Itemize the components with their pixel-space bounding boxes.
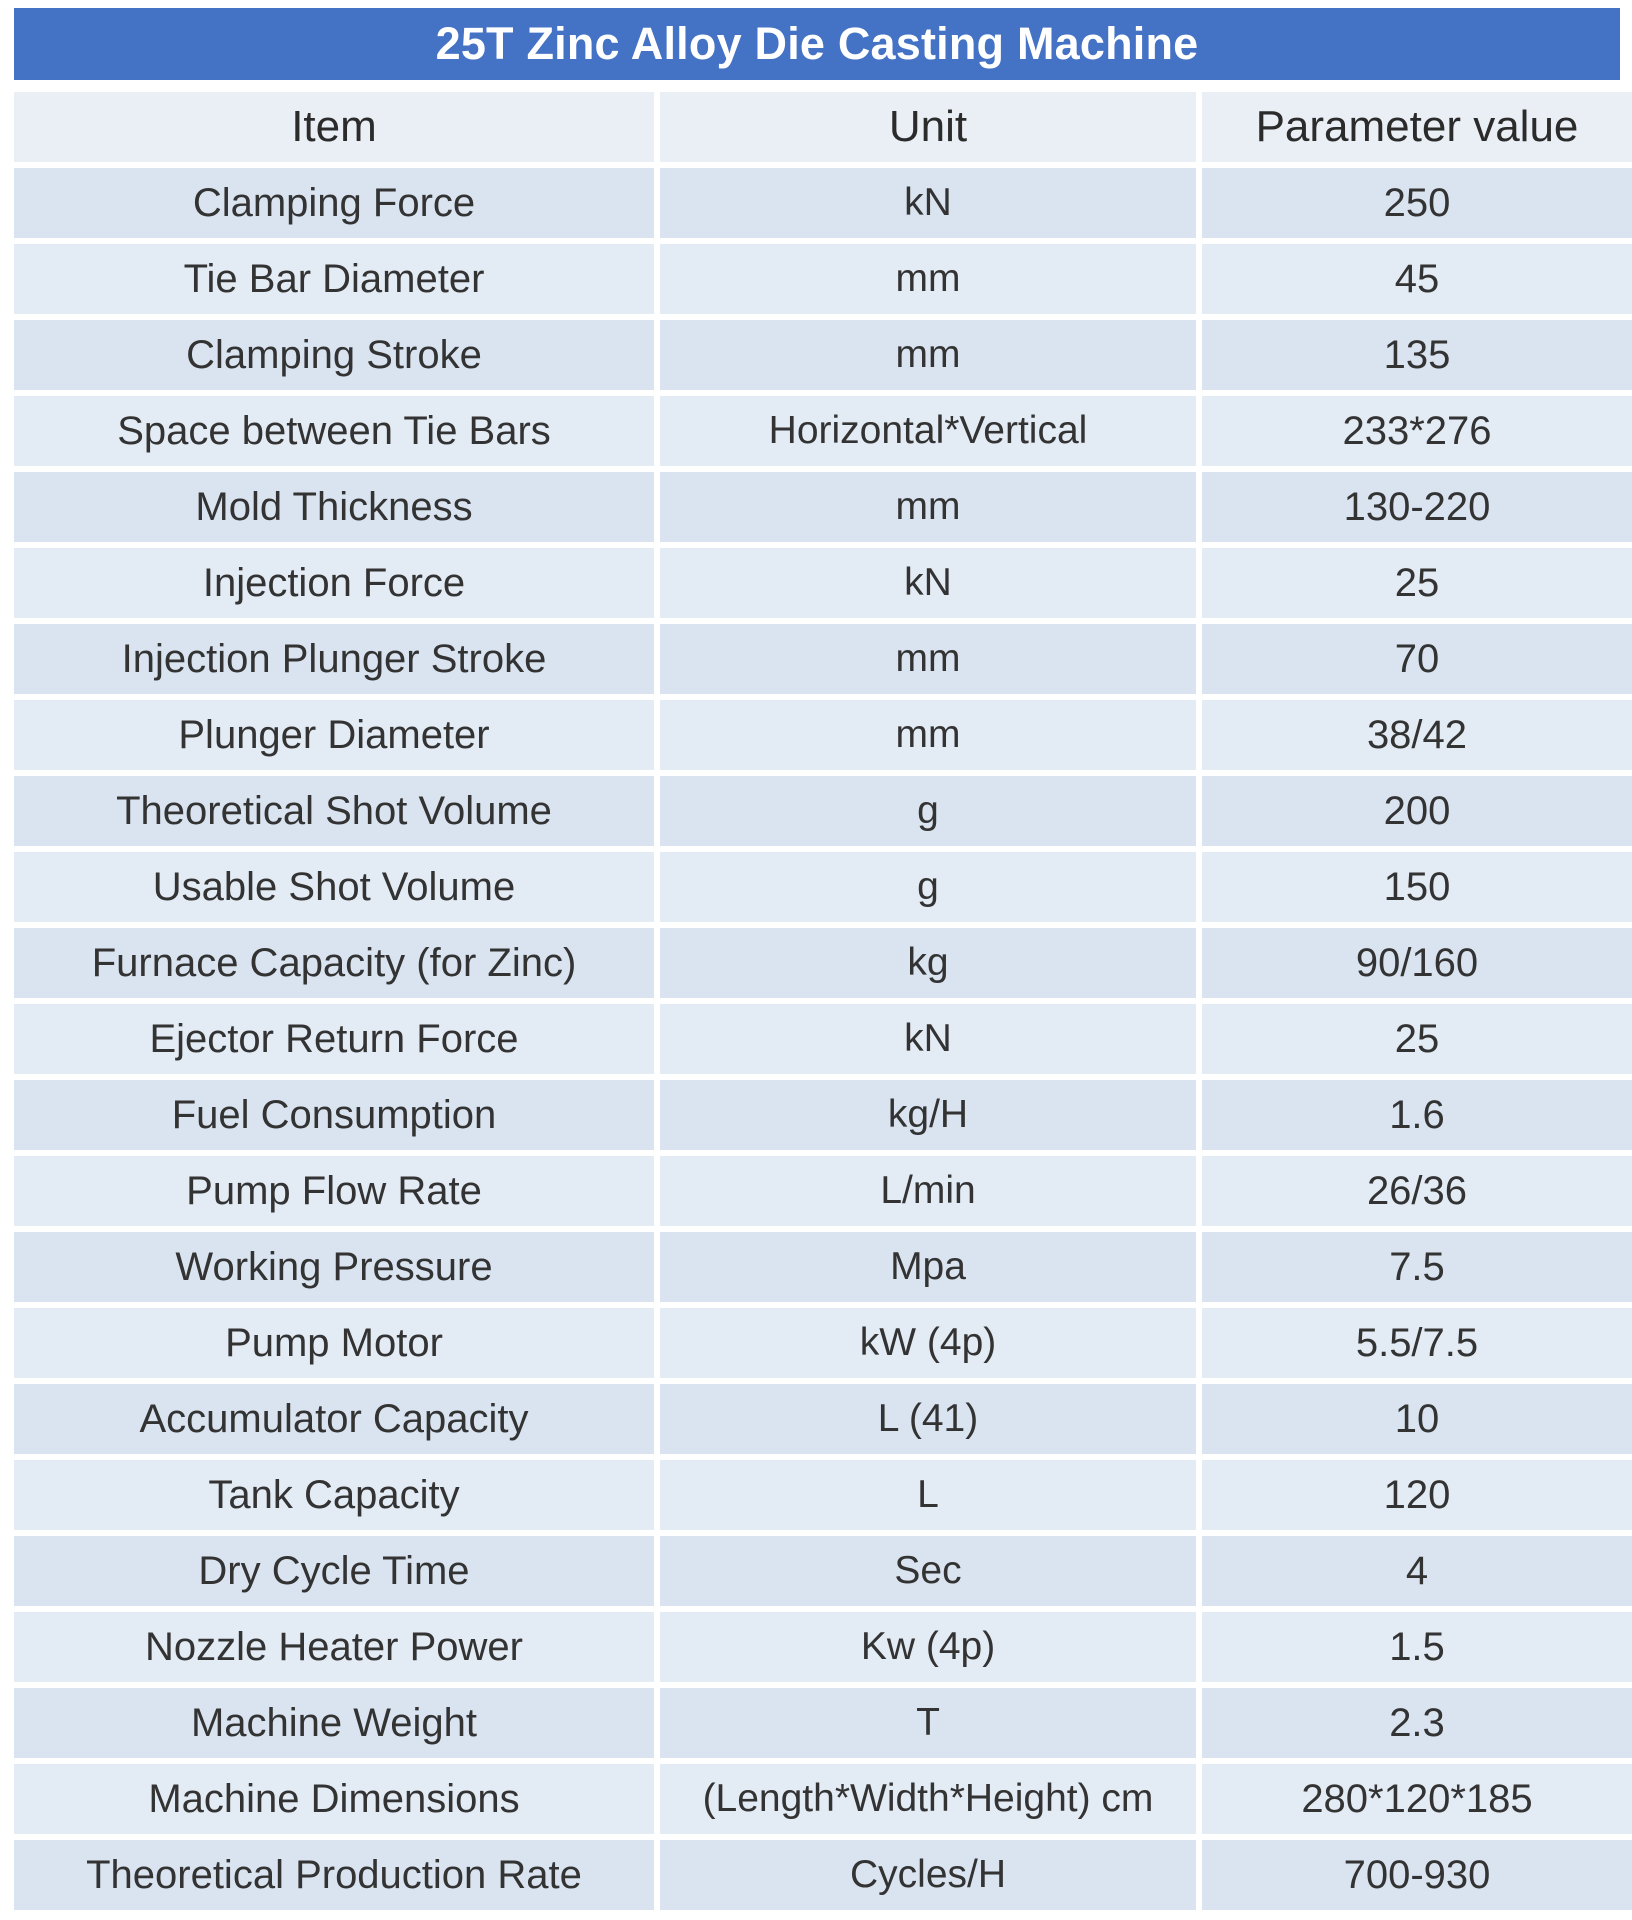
header-unit: Unit [660,92,1196,162]
value-cell: 2.3 [1202,1688,1632,1758]
header-value: Parameter value [1202,92,1632,162]
value-cell: 70 [1202,624,1632,694]
value-cell: 250 [1202,168,1632,238]
item-cell: Theoretical Production Rate [14,1840,654,1910]
unit-cell: Kw (4p) [660,1612,1196,1682]
unit-cell: L [660,1460,1196,1530]
unit-cell: kW (4p) [660,1308,1196,1378]
table-title: 25T Zinc Alloy Die Casting Machine [14,8,1620,80]
item-cell: Clamping Stroke [14,320,654,390]
value-cell: 10 [1202,1384,1632,1454]
value-cell: 1.5 [1202,1612,1632,1682]
unit-cell: Horizontal*Vertical [660,396,1196,466]
unit-cell: mm [660,472,1196,542]
unit-cell: Cycles/H [660,1840,1196,1910]
item-cell: Fuel Consumption [14,1080,654,1150]
item-cell: Working Pressure [14,1232,654,1302]
value-cell: 5.5/7.5 [1202,1308,1632,1378]
unit-cell: Mpa [660,1232,1196,1302]
value-cell: 25 [1202,1004,1632,1074]
value-cell: 4 [1202,1536,1632,1606]
unit-cell: kN [660,548,1196,618]
item-cell: Machine Dimensions [14,1764,654,1834]
item-cell: Ejector Return Force [14,1004,654,1074]
value-cell: 700-930 [1202,1840,1632,1910]
item-cell: Theoretical Shot Volume [14,776,654,846]
item-cell: Dry Cycle Time [14,1536,654,1606]
value-cell: 120 [1202,1460,1632,1530]
item-cell: Pump Flow Rate [14,1156,654,1226]
header-item: Item [14,92,654,162]
value-cell: 135 [1202,320,1632,390]
unit-cell: mm [660,244,1196,314]
item-cell: Plunger Diameter [14,700,654,770]
value-cell: 25 [1202,548,1632,618]
item-cell: Tie Bar Diameter [14,244,654,314]
value-cell: 45 [1202,244,1632,314]
unit-cell: kN [660,1004,1196,1074]
value-cell: 7.5 [1202,1232,1632,1302]
value-cell: 38/42 [1202,700,1632,770]
unit-cell: g [660,776,1196,846]
item-cell: Space between Tie Bars [14,396,654,466]
unit-cell: mm [660,624,1196,694]
unit-cell: kg/H [660,1080,1196,1150]
unit-cell: mm [660,700,1196,770]
value-cell: 280*120*185 [1202,1764,1632,1834]
value-cell: 233*276 [1202,396,1632,466]
unit-cell: (Length*Width*Height) cm [660,1764,1196,1834]
item-cell: Injection Force [14,548,654,618]
unit-cell: L/min [660,1156,1196,1226]
value-cell: 200 [1202,776,1632,846]
value-cell: 130-220 [1202,472,1632,542]
item-cell: Injection Plunger Stroke [14,624,654,694]
item-cell: Furnace Capacity (for Zinc) [14,928,654,998]
unit-cell: kg [660,928,1196,998]
item-cell: Clamping Force [14,168,654,238]
item-cell: Nozzle Heater Power [14,1612,654,1682]
unit-cell: mm [660,320,1196,390]
item-cell: Usable Shot Volume [14,852,654,922]
spec-table [14,8,1620,1910]
table-grid [14,92,1632,1910]
unit-cell: T [660,1688,1196,1758]
item-cell: Accumulator Capacity [14,1384,654,1454]
unit-cell: L (41) [660,1384,1196,1454]
item-cell: Pump Motor [14,1308,654,1378]
value-cell: 1.6 [1202,1080,1632,1150]
item-cell: Tank Capacity [14,1460,654,1530]
unit-cell: g [660,852,1196,922]
item-cell: Machine Weight [14,1688,654,1758]
value-cell: 150 [1202,852,1632,922]
unit-cell: kN [660,168,1196,238]
value-cell: 26/36 [1202,1156,1632,1226]
value-cell: 90/160 [1202,928,1632,998]
item-cell: Mold Thickness [14,472,654,542]
unit-cell: Sec [660,1536,1196,1606]
